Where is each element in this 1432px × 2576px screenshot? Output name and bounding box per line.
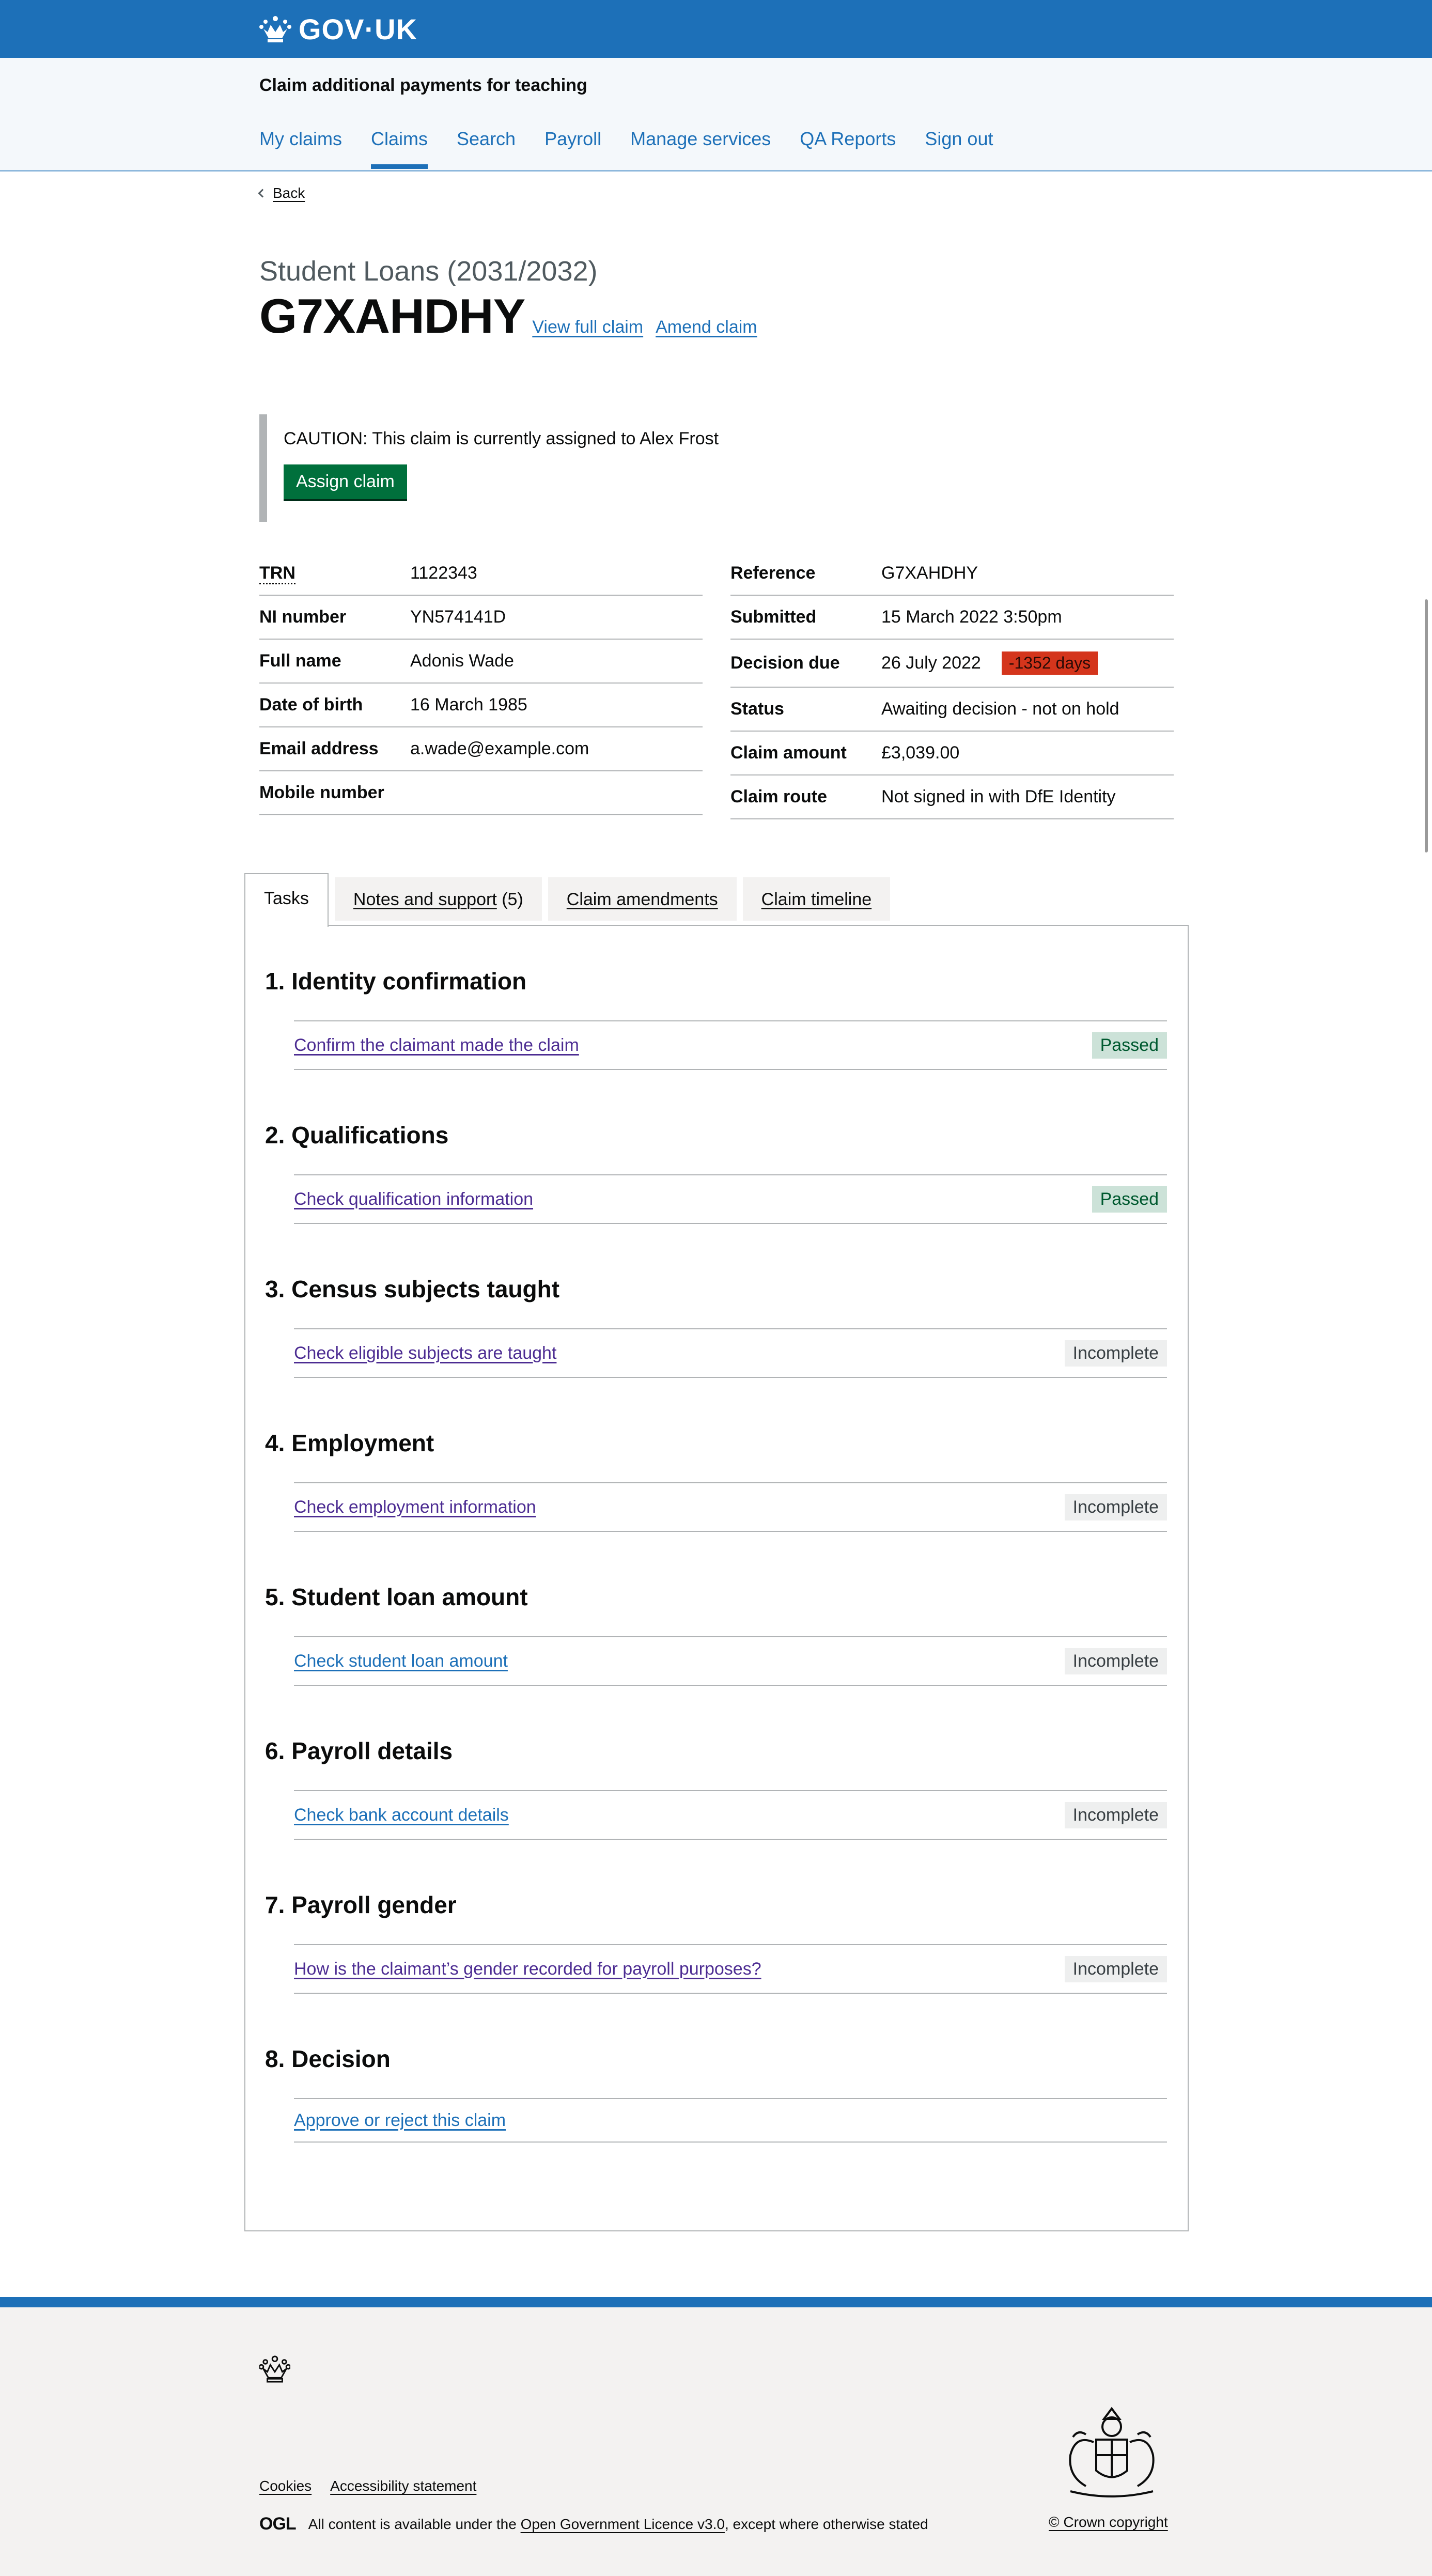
summary-row-email bbox=[259, 727, 703, 771]
summary-key: Date of birth bbox=[259, 695, 363, 715]
task-section-title: 6. Payroll details bbox=[265, 1737, 453, 1764]
service-name[interactable]: Claim additional payments for teaching bbox=[259, 75, 587, 95]
task-section-title: 2. Qualifications bbox=[265, 1122, 449, 1149]
cookies-link[interactable]: Cookies bbox=[259, 2478, 312, 2494]
service-navigation bbox=[0, 58, 1432, 172]
overdue-tag: -1352 days bbox=[1002, 651, 1098, 675]
status-badge: Incomplete bbox=[1065, 1802, 1167, 1828]
task-row bbox=[294, 1328, 1167, 1378]
summary-value: 15 March 2022 3:50pm bbox=[881, 607, 1062, 627]
accessibility-statement-link[interactable]: Accessibility statement bbox=[330, 2478, 477, 2494]
task-row bbox=[294, 2098, 1167, 2143]
summary-key: Status bbox=[730, 699, 784, 719]
tab-list bbox=[244, 873, 1189, 926]
task-section-title: 1. Identity confirmation bbox=[265, 968, 527, 995]
claim-summary bbox=[730, 552, 1174, 819]
task-row bbox=[294, 1944, 1167, 1994]
task-row bbox=[294, 1636, 1167, 1686]
task-row bbox=[294, 1174, 1167, 1224]
page-title: G7XAHDHY bbox=[259, 289, 525, 343]
summary-row-claim-route bbox=[730, 775, 1174, 819]
tab-tasks[interactable] bbox=[244, 873, 329, 927]
nav-search[interactable]: Search bbox=[457, 128, 516, 149]
summary-key: Submitted bbox=[730, 607, 817, 627]
nav-qa-reports[interactable]: QA Reports bbox=[800, 128, 896, 149]
task-section-title: 7. Payroll gender bbox=[265, 1891, 457, 1918]
task-link[interactable]: Check eligible subjects are taught bbox=[294, 1343, 557, 1363]
footer-links bbox=[259, 2478, 476, 2494]
caution-inset bbox=[259, 414, 1138, 522]
tab-label: Tasks bbox=[264, 889, 309, 908]
summary-key: Mobile number bbox=[259, 783, 384, 802]
footer-licence bbox=[259, 2514, 928, 2534]
summary-row-decision-due bbox=[730, 640, 1174, 688]
summary-value: 16 March 1985 bbox=[410, 695, 527, 715]
back-link[interactable]: Back bbox=[273, 185, 305, 201]
govuk-logo[interactable] bbox=[259, 11, 417, 46]
tab-notes-and-support[interactable] bbox=[335, 877, 542, 921]
caution-text: CAUTION: This claim is currently assigned to Alex Frost bbox=[284, 429, 719, 448]
summary-key: Decision due bbox=[730, 653, 840, 673]
crown-icon bbox=[259, 14, 291, 43]
tab-label[interactable]: Claim timeline bbox=[761, 890, 872, 909]
view-full-claim-link[interactable]: View full claim bbox=[532, 317, 644, 337]
status-badge: Incomplete bbox=[1065, 1340, 1167, 1367]
status-badge: Passed bbox=[1092, 1032, 1167, 1059]
task-section-title: 8. Decision bbox=[265, 2045, 391, 2072]
summary-value: YN574141D bbox=[410, 607, 506, 627]
nav-my-claims[interactable]: My claims bbox=[259, 128, 342, 149]
summary-value: Not signed in with DfE Identity bbox=[881, 787, 1116, 806]
summary-key: Claim amount bbox=[730, 743, 847, 763]
status-badge: Passed bbox=[1092, 1186, 1167, 1213]
summary-row-trn bbox=[259, 552, 703, 596]
task-section-title: 3. Census subjects taught bbox=[265, 1276, 560, 1302]
summary-value: G7XAHDHY bbox=[881, 563, 978, 583]
task-section-title: 5. Student loan amount bbox=[265, 1584, 528, 1610]
summary-row-claim-amount bbox=[730, 732, 1174, 775]
summary-row-ni-number bbox=[259, 596, 703, 640]
chevron-left-icon bbox=[258, 189, 267, 198]
summary-row-status bbox=[730, 688, 1174, 732]
task-link[interactable]: How is the claimant’s gender recorded for payroll purposes? bbox=[294, 1959, 761, 1979]
licence-link[interactable]: Open Government Licence v3.0 bbox=[520, 2516, 725, 2532]
copyright bbox=[1049, 2514, 1168, 2531]
summary-value: 1122343 bbox=[410, 563, 477, 583]
claimant-summary bbox=[259, 552, 703, 815]
summary-key: Claim route bbox=[730, 787, 828, 806]
crown-icon bbox=[259, 2355, 290, 2383]
summary-value: a.wade@example.com bbox=[410, 739, 589, 758]
status-badge: Incomplete bbox=[1065, 1956, 1167, 1982]
assign-claim-button[interactable]: Assign claim bbox=[284, 464, 407, 499]
status-badge: Incomplete bbox=[1065, 1494, 1167, 1520]
status-badge: Incomplete bbox=[1065, 1648, 1167, 1674]
tasks-panel bbox=[244, 925, 1189, 2231]
summary-key: NI number bbox=[259, 607, 347, 627]
footer bbox=[0, 2297, 1432, 2576]
summary-row-mobile bbox=[259, 771, 703, 815]
govuk-header bbox=[0, 0, 1432, 58]
task-link[interactable]: Check employment information bbox=[294, 1497, 536, 1517]
nav-payroll[interactable]: Payroll bbox=[544, 128, 602, 149]
claim-tabs bbox=[244, 873, 1189, 2130]
crown-copyright-link[interactable]: © Crown copyright bbox=[1049, 2514, 1168, 2530]
task-row bbox=[294, 1482, 1167, 1532]
nav-sign-out[interactable]: Sign out bbox=[925, 128, 993, 149]
summary-row-submitted bbox=[730, 596, 1174, 640]
logo-text: GOV·UK bbox=[299, 12, 417, 45]
summary-row-reference bbox=[730, 552, 1174, 596]
claim-caption: Student Loans (2031/2032) bbox=[259, 256, 598, 287]
licence-suffix: , except where otherwise stated bbox=[724, 2516, 928, 2532]
claim-heading bbox=[259, 288, 770, 344]
nav-claims[interactable]: Claims bbox=[371, 128, 428, 169]
task-section-title: 4. Employment bbox=[265, 1430, 434, 1456]
summary-value: £3,039.00 bbox=[881, 743, 960, 763]
notes-count: (5) bbox=[502, 890, 523, 909]
summary-value: Awaiting decision - not on hold bbox=[881, 699, 1119, 719]
summary-value: 26 July 2022 bbox=[881, 653, 981, 673]
ogl-logo: OGL bbox=[259, 2514, 296, 2534]
nav-manage-services[interactable]: Manage services bbox=[630, 128, 771, 149]
royal-coat-of-arms-icon bbox=[1055, 2398, 1169, 2502]
amend-claim-link[interactable]: Amend claim bbox=[656, 317, 757, 337]
summary-row-date-of-birth bbox=[259, 684, 703, 727]
summary-key: TRN bbox=[259, 563, 295, 584]
tab-claim-amendments[interactable] bbox=[548, 877, 737, 921]
task-link[interactable]: Check qualification information bbox=[294, 1189, 534, 1209]
scrollbar-thumb[interactable] bbox=[1425, 599, 1428, 852]
back-link-container bbox=[259, 185, 305, 201]
task-row bbox=[294, 1790, 1167, 1840]
summary-key: Reference bbox=[730, 563, 816, 583]
task-link[interactable]: Check bank account details bbox=[294, 1805, 509, 1825]
summary-key: Email address bbox=[259, 739, 379, 758]
task-row bbox=[294, 1020, 1167, 1070]
tab-label[interactable]: Notes and support bbox=[353, 890, 497, 909]
primary-nav bbox=[259, 128, 993, 169]
task-link[interactable]: Check student loan amount bbox=[294, 1651, 508, 1671]
summary-key: Full name bbox=[259, 651, 341, 671]
task-link[interactable]: Confirm the claimant made the claim bbox=[294, 1035, 579, 1055]
tab-label[interactable]: Claim amendments bbox=[566, 890, 718, 909]
summary-value: Adonis Wade bbox=[410, 651, 514, 671]
task-link[interactable]: Approve or reject this claim bbox=[294, 2110, 506, 2130]
tab-claim-timeline[interactable] bbox=[743, 877, 891, 921]
summary-row-full-name bbox=[259, 640, 703, 684]
licence-prefix: All content is available under the bbox=[308, 2516, 517, 2532]
